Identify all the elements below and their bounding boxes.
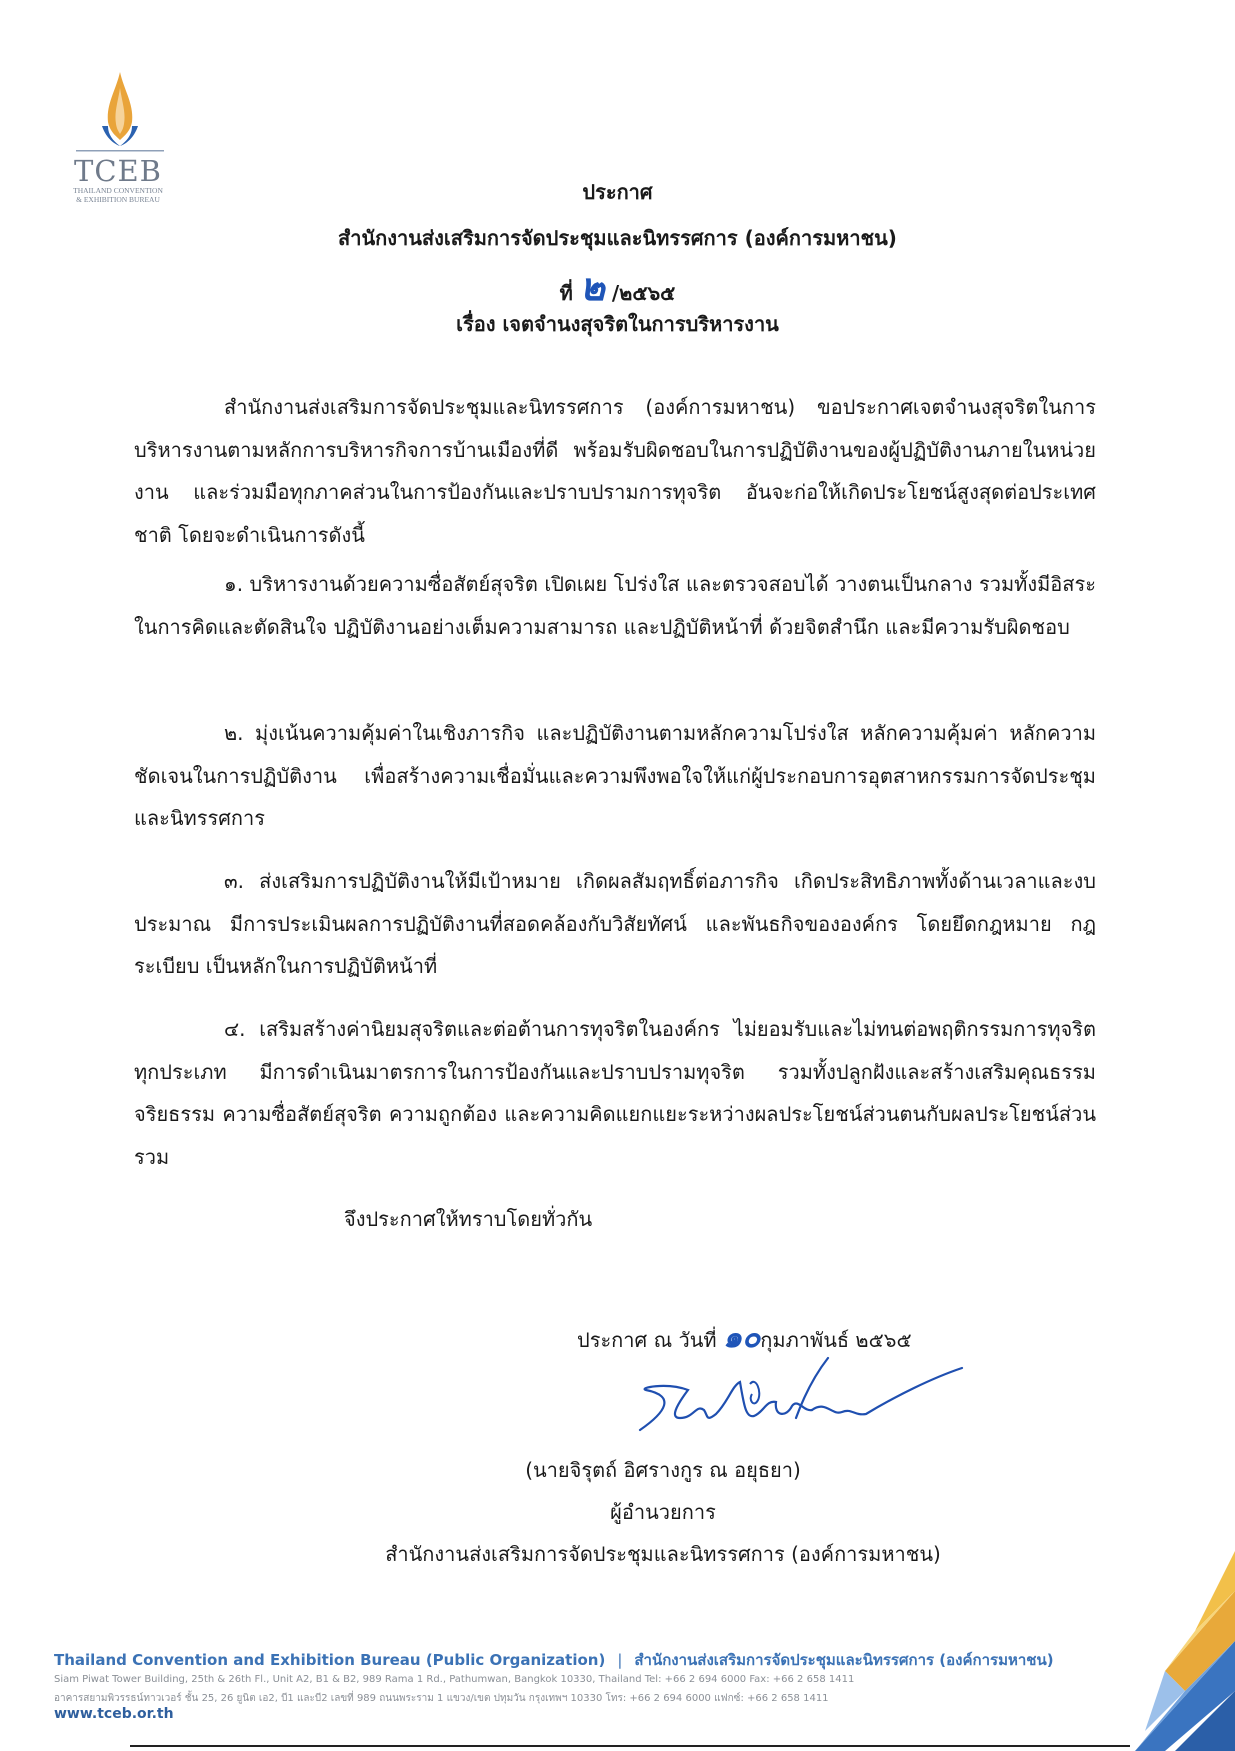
footer-address-en: Siam Piwat Tower Building, 25th & 26th Fl., Unit A2, B1 & B2, 989 Rama 1 Rd., Pathumwan, Bangkok 10330, Thailand Tel: +66 2 694 6000 Fax: +66 2 658 1411 (54, 1674, 855, 1685)
heading-announcement: ประกาศ (582, 180, 653, 204)
corner-decoration (1125, 1551, 1235, 1751)
heading-organization: สำนักงานส่งเสริมการจัดประชุมและนิทรรศการ (องค์การมหาชน) (338, 226, 897, 250)
footer-website: www.tceb.or.th (54, 1706, 174, 1722)
body-intro: สำนักงานส่งเสริมการจัดประชุมและนิทรรศการ (องค์การมหาชน) ขอประกาศเจตจำนงสุจริตในการบริหารงานตามหลักการบริหารกิจการบ้านเมืองที่ดี พร้อมรับผิดชอบในการปฏิบัติงานของผู้ปฏิบัติงานภายในหน่วยงาน และร่วมมือทุกภาคส่วนในการป้องกันและปราบปรามการทุจริต อันจะก่อให้เกิดประโยชน์สูงสุดต่อประเทศชาติ โดยจะดำเนินการดังนี้ (134, 395, 1096, 547)
body-item-1: ๑. บริหารงานด้วยความซื่อสัตย์สุจริต เปิดเผย โปร่งใส และตรวจสอบได้ วางตนเป็นกลาง รวมทั้งมีอิสระ ในการคิดและตัดสินใจ ปฏิบัติงานอย่างเต็มความสามารถ และปฏิบัติหน้าที่ ด้วยจิตสำนึก และมีความรับผิดชอบ (134, 572, 1096, 639)
announcement-date: ประกาศ ณ วันที่ ๑๐กุมภาพันธ์ ๒๕๖๕ (577, 1321, 912, 1354)
handwritten-day: ๑๐ (722, 1321, 761, 1354)
logo-subtitle: THAILAND CONVENTION & EXHIBITION BUREAU (73, 186, 163, 204)
footer-address-th: อาคารสยามพิวรรธน์ทาวเวอร์ ชั้น 25, 26 ยูนิต เอ2, บี1 และบี2 เลขที่ 989 ถนนพระราม 1 แขวง/เขต ปทุมวัน กรุงเทพฯ 10330 โทร: +66 2 694 6000 แฟกซ์: +66 2 658 1411 (54, 1693, 829, 1704)
body-item-4: ๔. เสริมสร้างค่านิยมสุจริตและต่อต้านการทุจริตในองค์กร ไม่ยอมรับและไม่ทนต่อพฤติกรรมการทุจริตทุกประเภท มีการดำเนินมาตรการในการป้องกันและปราบปรามทุจริต รวมทั้งปลูกฝังและสร้างเสริมคุณธรรม จริยธรรม ความซื่อสัตย์สุจริต ความถูกต้อง และความคิดแยกแยะระหว่างผลประโยชน์ส่วนตนกับผลประโยชน์ส่วนรวม (134, 1017, 1096, 1169)
flame-icon (72, 70, 168, 154)
heading-number: ที่ ๒ /๒๕๖๕ (559, 267, 676, 309)
footer-title: Thailand Convention and Exhibition Bureau (Public Organization) | สำนักงานส่งเสริมการจัดประชุมและนิทรรศการ (องค์การมหาชน) (54, 1651, 1054, 1669)
signatory-organization: สำนักงานส่งเสริมการจัดประชุมและนิทรรศการ (องค์การมหาชน) (385, 1542, 941, 1566)
bottom-rule (130, 1745, 1130, 1747)
logo-wordmark: TCEB (73, 154, 162, 188)
heading-subject: เรื่อง เจตจำนงสุจริตในการบริหารงาน (456, 312, 779, 336)
closing-statement: จึงประกาศให้ทราบโดยทั่วกัน (344, 1207, 593, 1231)
body-item-2: ๒. มุ่งเน้นความคุ้มค่าในเชิงภารกิจ และปฏิบัติงานตามหลักความโปร่งใส หลักความคุ้มค่า หลักความชัดเจนในการปฏิบัติงาน เพื่อสร้างความเชื่อมั่นและความพึงพอใจให้แก่ผู้ประกอบการอุตสาหกรรมการจัดประชุมและนิทรรศการ (134, 721, 1096, 830)
body-item-3: ๓. ส่งเสริมการปฏิบัติงานให้มีเป้าหมาย เกิดผลสัมฤทธิ์ต่อภารกิจ เกิดประสิทธิภาพทั้งด้านเวลาและงบประมาณ มีการประเมินผลการปฏิบัติงานที่สอดคล้องกับวิสัยทัศน์ และพันธกิจขององค์กร โดยยึดกฎหมาย กฎ ระเบียบ เป็นหลักในการปฏิบัติหน้าที่ (134, 869, 1096, 978)
signatory-name: (นายจิรุตถ์ อิศรางกูร ณ อยุธยา) (525, 1458, 801, 1482)
handwritten-number: ๒ (579, 267, 605, 309)
signatory-position: ผู้อำนวยการ (610, 1500, 716, 1524)
signature-image (636, 1356, 966, 1440)
